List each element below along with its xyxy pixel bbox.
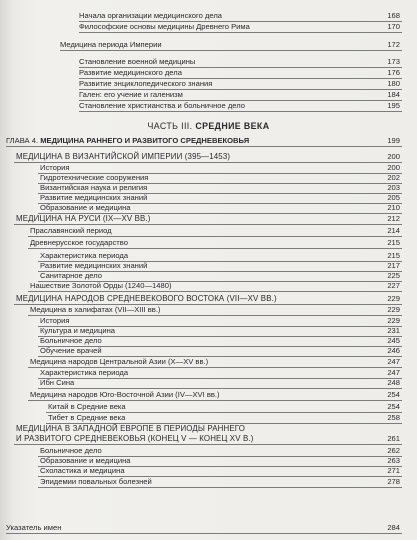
toc-entry-page: 263 (387, 456, 400, 465)
toc-entry-page: 254 (387, 402, 400, 411)
toc-entry-label: Гален: его учение и галенизм (79, 90, 183, 99)
toc-entry-label: Развитие медицинских знаний (40, 261, 148, 270)
toc-entry-page: 254 (387, 390, 400, 399)
toc-entry (0, 79, 417, 89)
toc-entry-page: 284 (387, 523, 400, 532)
toc-entry-label: Развитие медицинских знаний (40, 193, 148, 202)
toc-entry (0, 523, 417, 533)
part-prefix: ЧАСТЬ III. (147, 121, 193, 131)
toc-entry (0, 226, 417, 236)
toc-entry-page: 278 (387, 477, 400, 486)
toc-entry-page: 246 (387, 346, 400, 355)
toc-entry (0, 336, 417, 346)
part-heading (0, 121, 417, 131)
toc-entry-label: Медицина периода Империи (60, 40, 162, 49)
toc-entry-page: 199 (387, 136, 400, 145)
toc-entry-page: 212 (387, 214, 400, 223)
toc-entry-label: Образование и медицина (40, 203, 131, 212)
toc-entry-page: 172 (387, 40, 400, 49)
toc-entry-page: 203 (387, 183, 400, 192)
toc-entry-label: Философские основы медицины Древнего Рима (79, 22, 250, 31)
toc-entry-label: МЕДИЦИНА В ЗАПАДНОЙ ЕВРОПЕ В ПЕРИОДЫ РАННЕГО (16, 424, 246, 433)
toc-entry-label: Образование и медицина (40, 456, 131, 465)
toc-entry-label: Начала организации медицинского дела (79, 11, 222, 20)
toc-entry-page: 225 (387, 271, 400, 280)
toc-entry (0, 163, 417, 173)
toc-entry-label: Становление военной медицины (79, 57, 196, 66)
toc-entry-label: Праславянский период (30, 226, 112, 235)
toc-entry-label: Развитие медицинского дела (79, 68, 182, 77)
toc-entry (0, 477, 417, 487)
chapter-prefix: ГЛАВА 4. (6, 136, 39, 145)
toc-entry-label: Эпидемии повальных болезней (40, 477, 152, 486)
section-entry (0, 152, 417, 162)
toc-entry (0, 466, 417, 476)
toc-entry-page: 247 (387, 357, 400, 366)
toc-entry-label: Ибн Сина (40, 378, 75, 387)
toc-entry (0, 357, 417, 367)
toc-entry-rule (28, 236, 402, 237)
toc-entry-page: 205 (387, 193, 400, 202)
toc-entry-page: 200 (387, 163, 400, 172)
toc-entry (0, 22, 417, 32)
toc-entry (0, 402, 417, 412)
toc-entry-label: МЕДИЦИНА НАРОДОВ СРЕДНЕВЕКОВОГО ВОСТОКА (VII—XV ВВ.) (16, 294, 277, 303)
toc-entry-label: Больничное дело (40, 336, 102, 345)
toc-entry (0, 238, 417, 248)
toc-entry-label: Древнерусское государство (30, 238, 128, 247)
toc-entry-rule (38, 388, 402, 389)
toc-entry-label: Тибет в Средние века (48, 413, 126, 422)
toc-entry-label: История (40, 316, 70, 325)
toc-entry-rule (79, 111, 402, 112)
toc-entry (0, 101, 417, 111)
toc-entry (0, 390, 417, 400)
toc-entry (0, 183, 417, 193)
toc-entry (0, 57, 417, 67)
toc-entry-label: Медицина народов Юго-Восточной Азии (IV—XVI вв.) (30, 390, 220, 399)
toc-entry-page: 176 (387, 68, 400, 77)
toc-entry (0, 271, 417, 281)
chapter-entry (0, 136, 417, 146)
toc-entry (0, 368, 417, 378)
toc-entry-label: Характеристика периода (40, 251, 129, 260)
section-entry (0, 424, 417, 434)
toc-entry-rule (79, 32, 402, 33)
toc-entry-page: 248 (387, 378, 400, 387)
toc-entry (0, 40, 417, 50)
toc-entry (0, 281, 417, 291)
toc-entry-page: 271 (387, 466, 400, 475)
toc-entry-page: 173 (387, 57, 400, 66)
toc-entry (0, 326, 417, 336)
toc-entry (0, 68, 417, 78)
toc-entry-label: Санитарное дело (40, 271, 102, 280)
toc-entry-rule (6, 533, 402, 534)
section-entry (0, 214, 417, 224)
toc-entry-rule (38, 487, 402, 488)
toc-entry-rule (60, 50, 402, 51)
toc-entry-page: 215 (387, 238, 400, 247)
toc-entry-rule (14, 444, 402, 445)
toc-entry-page: 168 (387, 11, 400, 20)
section-entry (0, 434, 417, 444)
toc-entry (0, 316, 417, 326)
chapter-line (6, 136, 249, 146)
toc-entry-page: 247 (387, 368, 400, 377)
toc-entry (0, 305, 417, 315)
toc-entry (0, 456, 417, 466)
toc-entry-page: 229 (387, 316, 400, 325)
toc-entry-label: Характеристика периода (40, 368, 129, 377)
toc-entry (0, 173, 417, 183)
toc-entry-page: 217 (387, 261, 400, 270)
toc-entry-page: 258 (387, 413, 400, 422)
toc-entry-label: МЕДИЦИНА В ВИЗАНТИЙСКОЙ ИМПЕРИИ (395—1453) (16, 152, 231, 161)
toc-entry (0, 261, 417, 271)
toc-entry-page: 200 (387, 152, 400, 161)
toc-entry-page: 210 (387, 203, 400, 212)
toc-entry (0, 251, 417, 261)
toc-entry-label: И РАЗВИТОГО СРЕДНЕВЕКОВЬЯ (КОНЕЦ V — КОНЕЦ XV В.) (16, 434, 254, 443)
toc-entry (0, 346, 417, 356)
toc-entry-label: Обучение врачей (40, 346, 102, 355)
toc-entry-label: Схоластика и медицина (40, 466, 125, 475)
toc-entry-label: Нашествие Золотой Орды (1240—1480) (30, 281, 172, 290)
toc-entry-rule (28, 400, 402, 401)
toc-entry-rule (28, 291, 402, 292)
toc-entry-page: 231 (387, 326, 400, 335)
toc-entry-rule (14, 224, 402, 225)
toc-entry-label: Византийская наука и религия (40, 183, 148, 192)
toc-entry (0, 193, 417, 203)
toc-entry-page: 262 (387, 446, 400, 455)
toc-entry-rule (6, 146, 402, 147)
toc-entry-page: 202 (387, 173, 400, 182)
toc-entry-label: Больничное дело (40, 446, 102, 455)
toc-entry-page: 229 (387, 294, 400, 303)
toc-entry-page: 184 (387, 90, 400, 99)
toc-entry (0, 413, 417, 423)
toc-entry-label: Медицина народов Центральной Азии (X—XV вв.) (30, 357, 209, 366)
toc-entry-label: Развитие энциклопедического знания (79, 79, 213, 88)
toc-entry-page: 245 (387, 336, 400, 345)
toc-entry-page: 195 (387, 101, 400, 110)
toc-entry-page: 215 (387, 251, 400, 260)
toc-entry-page: 170 (387, 22, 400, 31)
toc-entry-label: Китай в Средние века (48, 402, 126, 411)
toc-entry-page: 180 (387, 79, 400, 88)
toc-entry-label: Указатель имен (6, 523, 62, 532)
toc-entry (0, 11, 417, 21)
toc-entry-label: История (40, 163, 70, 172)
chapter-title: МЕДИЦИНА РАННЕГО И РАЗВИТОГО СРЕДНЕВЕКОВЬЯ (40, 136, 250, 145)
toc-entry-label: МЕДИЦИНА НА РУСИ (IX—XV ВВ.) (16, 214, 151, 223)
toc-entry-page: 229 (387, 305, 400, 314)
toc-entry-label: Культура и медицина (40, 326, 115, 335)
toc-entry-page: 261 (387, 434, 400, 443)
section-entry (0, 294, 417, 304)
toc-entry-page: 227 (387, 281, 400, 290)
part-title: СРЕДНИЕ ВЕКА (195, 121, 270, 131)
toc-entry (0, 446, 417, 456)
toc-entry (0, 203, 417, 213)
toc-entry (0, 378, 417, 388)
toc-entry (0, 90, 417, 100)
toc-entry-label: Медицина в халифатах (VII—XIII вв.) (30, 305, 161, 314)
toc-entry-page: 214 (387, 226, 400, 235)
toc-entry-label: Становление христианства и больничное дело (79, 101, 245, 110)
toc-entry-label: Гидротехнические сооружения (40, 173, 149, 182)
toc-entry-rule (28, 248, 402, 249)
